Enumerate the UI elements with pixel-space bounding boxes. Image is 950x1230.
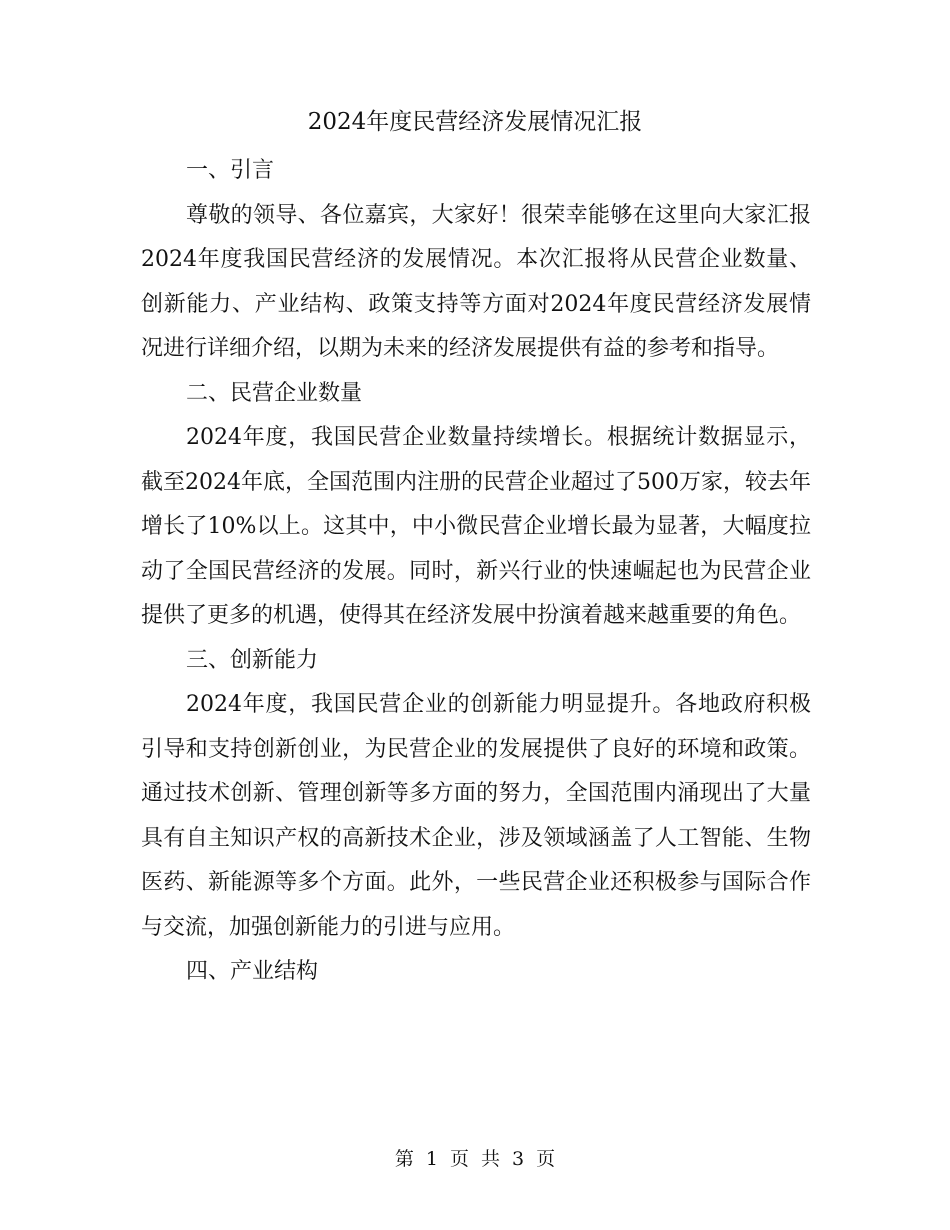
paragraph-enterprise-count: 2024年度，我国民营企业数量持续增长。根据统计数据显示，截至2024年底，全国范围内注册的民营企业超过了500万家，较去年增长了10%以上。这其中，中小微民营企业增长最为显著，大幅度拉动了全国民营经济的发展。同时，新兴行业的快速崛起也为民营企业提供了更多的机遇，使得其在经济发展中扮演着越来越重要的角色。 [141,425,811,628]
paragraph-innovation: 2024年度，我国民营企业的创新能力明显提升。各地政府积极引导和支持创新创业，为民营企业的发展提供了良好的环境和政策。通过技术创新、管理创新等多方面的努力，全国范围内涌现出了大量具有自主知识产权的高新技术企业，涉及领域涵盖了人工智能、生物医药、新能源等多个方面。此外，一些民营企业还积极参与国际合作与交流，加强创新能力的引进与应用。 [141,692,811,940]
section-heading-industry-structure: 四、产业结构 [186,959,319,984]
section-heading-enterprise-count: 二、民营企业数量 [186,380,363,406]
section-heading-innovation: 三、创新能力 [186,647,319,673]
document-title: 2024年度民营经济发展情况汇报 [307,109,643,135]
section-heading-intro: 一、引言 [186,158,275,183]
paragraph-intro: 尊敬的领导、各位嘉宾，大家好！很荣幸能够在这里向大家汇报2024年度我国民营经济的发展情况。本次汇报将从民营企业数量、创新能力、产业结构、政策支持等方面对2024年度民营经济发展情况进行详细介绍，以期为未来的经济发展提供有益的参考和指导。 [141,202,811,361]
page-footer: 第 1 页 共 3 页 [394,1148,556,1170]
document-body [141,149,811,995]
